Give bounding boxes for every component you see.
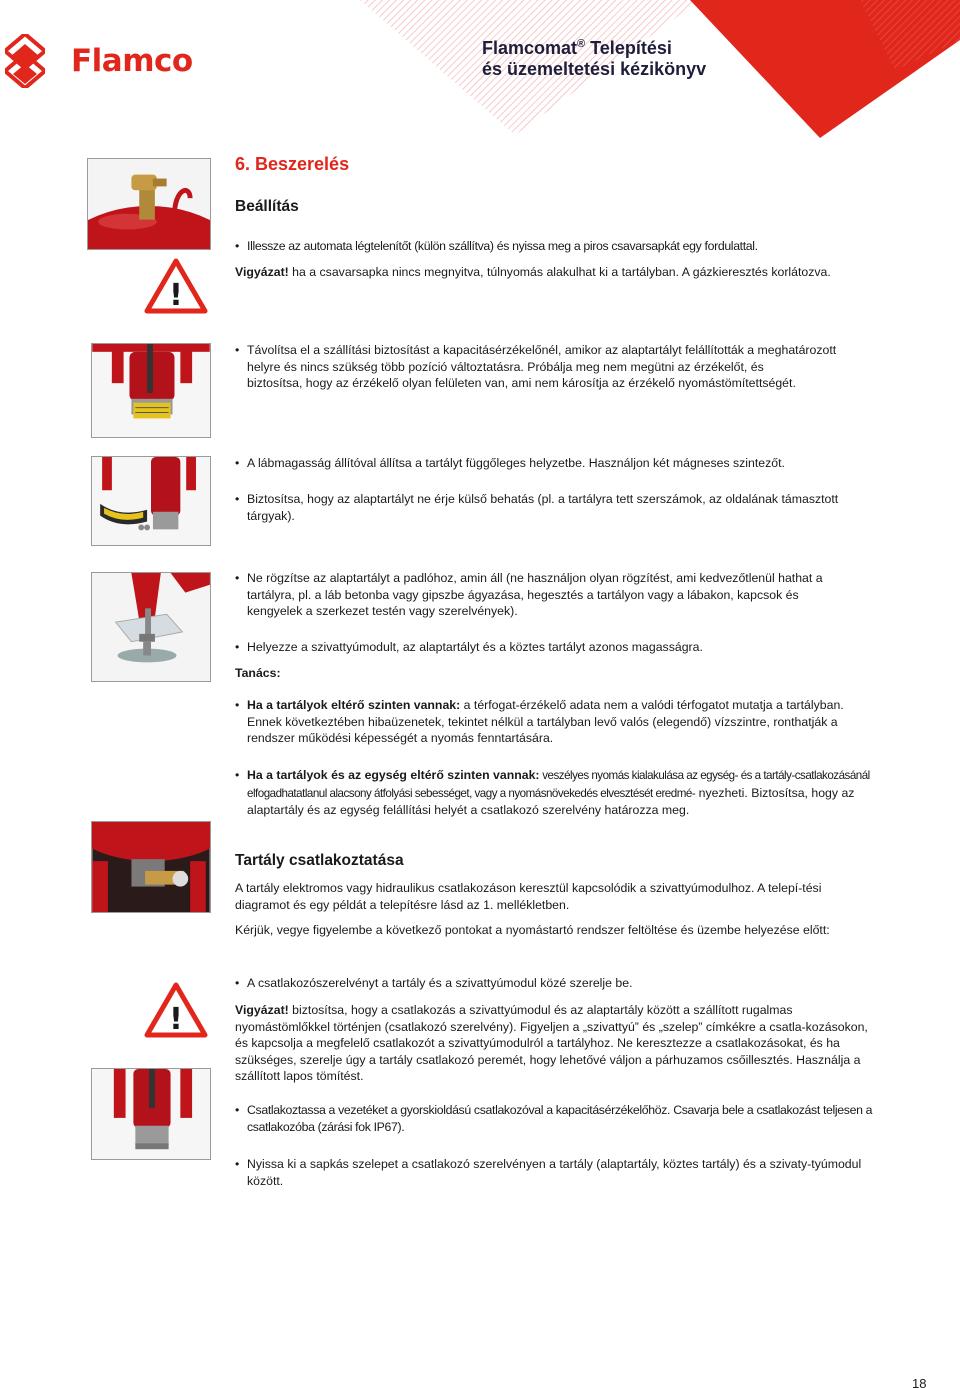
section-title: 6. Beszerelés — [235, 154, 350, 174]
setup-bullet-5: • Ne rögzítse az alaptartályt a padlóhoz, amin áll (ne használjon olyan rögzítést, ami kedvezőtlenül hathat a tartályra, pl. a láb betonba vagy gipszbe ágyazása, hegesztés a tartályon vagy a lábakon, kapcsok és kengyelek a szerkezet testén vagy szerelvények). — [235, 570, 853, 620]
warning-1-body: ha a csavarsapka nincs megnyitva, túlnyomás alakulhat ki a tartályban. A gázkieresztés korlátozva. — [288, 265, 831, 279]
setup-bullet-2-text: Távolítsa el a szállítási biztosítást a kapacitásérzékelőnél, amikor az alaptartályt felállították a meghatározott helyre és nincs szükség több pozíció változtatásra. Próbálja meg nem megütni az érzékelőt, és — [247, 343, 837, 374]
tip-label: Tanács: — [235, 666, 281, 680]
title-line2: és üzemeltetési kézikönyv — [482, 59, 707, 79]
capacity-sensor-illustration — [92, 344, 210, 437]
tip-2-cond: veszélyes nyomás kialakulása az egység- és a tartály-csatlakozásánál elfogadhatatlanul alacsony átfolyási sebességet, vagy a nyomásnövekedés elvesztését eredmé- — [247, 769, 870, 800]
photo-tank-foot — [91, 572, 211, 682]
warning-2-text — [235, 1002, 875, 1085]
connection-bullet-2: • Csatlakoztassa a vezetéket a gyorskioldású csatlakozóval a kapacitásérzékelőhöz. Csavarja bele a csatlakozást teljesen a csatlakozóba (zárási fok IP67). — [235, 1102, 875, 1135]
setup-heading: Beállítás — [235, 198, 299, 215]
warning-1-text — [235, 264, 875, 281]
air-vent-illustration — [88, 159, 210, 249]
setup-bullet-2 — [235, 342, 865, 392]
flamco-logo — [5, 34, 193, 88]
tank-connection-illustration — [92, 822, 210, 912]
tank-foot-illustration — [92, 573, 210, 681]
tip-bullet-1 — [235, 697, 865, 747]
title-line1-rest: Telepítési — [585, 38, 672, 58]
connection-bullet-3: • Nyissa ki a sapkás szelepet a csatlakozó szerelvényen a tartály (alaptartály, köztes tartály) és a szivaty-tyúmodul között. — [235, 1156, 875, 1189]
document-title — [482, 34, 706, 80]
registered-mark: ® — [577, 38, 586, 50]
warning-2-body: biztosítsa, hogy a csatlakozás a szivattyúmodul és az alaptartály között a szállított rugalmas nyomástömlőkkel történjen (csatlakozó szerelvény). Figyeljen a „szivattyú” és „szelep” címkékre a csatla-kozásokon, és kapcsolja a megfelelő csatlakozót a szivattyúmodulról a tartályhoz. Ne keresztezze a csatlakozásokat, és ha szükséges, szerelje úgy a tartály csatlakozó peremét, hogy lehetővé váljon a párhuzamos csőillesztés. Használja a szállított lapos tömítést. — [235, 1003, 868, 1084]
photo-tank-connection — [91, 821, 211, 913]
setup-bullet-6: • Helyezze a szivattyúmodult, az alaptartályt és a köztes tartályt azonos magasságra. — [235, 639, 875, 656]
setup-bullet-3: • A lábmagasság állítóval állítsa a tartályt függőleges helyzetbe. Használjon két mágneses szintezőt. — [235, 455, 875, 472]
svg-text:!: ! — [169, 1002, 183, 1037]
title-line1: Flamcomat — [482, 38, 578, 58]
tip-1-bold: Ha a tartályok eltérő szinten vannak: — [247, 698, 461, 712]
tip-bullet-2 — [235, 767, 875, 819]
tip-2-text: nyezheti. Biztosítsa, hogy az alaptartály és az egység felállítási helyét a csatlakozó szerelvény határozza meg. — [247, 785, 855, 818]
setup-bullet-1: • Illessze az automata légtelenítőt (külön szállítva) és nyissa meg a piros csavarsapkát egy fordulattal. — [235, 238, 875, 255]
warning-2-label: Vigyázat! — [235, 1003, 289, 1017]
leveling-feet-illustration — [92, 457, 210, 545]
connection-paragraph-2: Kérjük, vegye figyelembe a következő pontokat a nyomástartó rendszer feltöltése és üzembe helyezése előtt: — [235, 923, 830, 937]
setup-bullet-4: • Biztosítsa, hogy az alaptartályt ne érje külső behatás (pl. a tartályra tett szerszámok, az oldalának támasztott tárgyak). — [235, 491, 845, 524]
warning-icon — [144, 982, 208, 1038]
sensor-connection-illustration — [92, 1069, 210, 1159]
brand-name: Flamco — [71, 43, 193, 79]
connection-heading: Tartály csatlakoztatása — [235, 852, 404, 869]
warning-icon — [144, 258, 208, 314]
svg-text:!: ! — [169, 278, 183, 313]
photo-capacity-sensor — [91, 343, 211, 438]
connection-paragraph-1: A tartály elektromos vagy hidraulikus csatlakozáson keresztül kapcsolódik a szivattyúmodulhoz. A telepí-tési diagramot és egy példát a telepítésre lásd az 1. mellékletben. — [235, 881, 822, 912]
page-number: 18 — [912, 1376, 927, 1388]
connection-bullet-1: • A csatlakozószerelvényt a tartály és a szivattyúmodul közé szerelje be. — [235, 975, 875, 992]
setup-bullet-2-text-b: biztosítsa, hogy az érzékelő olyan felületen van, ami nem károsítja az érzékelő nyomástömítettségét. — [247, 376, 796, 391]
tip-1-text: a térfogat-érzékelő adata nem a valódi térfogatot mutatja a tartályban. Ennek következtében hibaüzenetek, tekintet nélkül a tartályban levő valós (elegendő) vízszintre, ronthatják a rendszer működési képességét a nyomás fenntartására. — [247, 698, 844, 746]
warning-1-label: Vigyázat! — [235, 265, 289, 279]
tip-2-bold: Ha a tartályok és az egység eltérő szinten vannak: — [247, 768, 540, 782]
photo-leveling-feet — [91, 456, 211, 546]
photo-air-vent — [87, 158, 211, 250]
flamco-logo-mark-icon — [5, 34, 45, 88]
photo-sensor-connection — [91, 1068, 211, 1160]
